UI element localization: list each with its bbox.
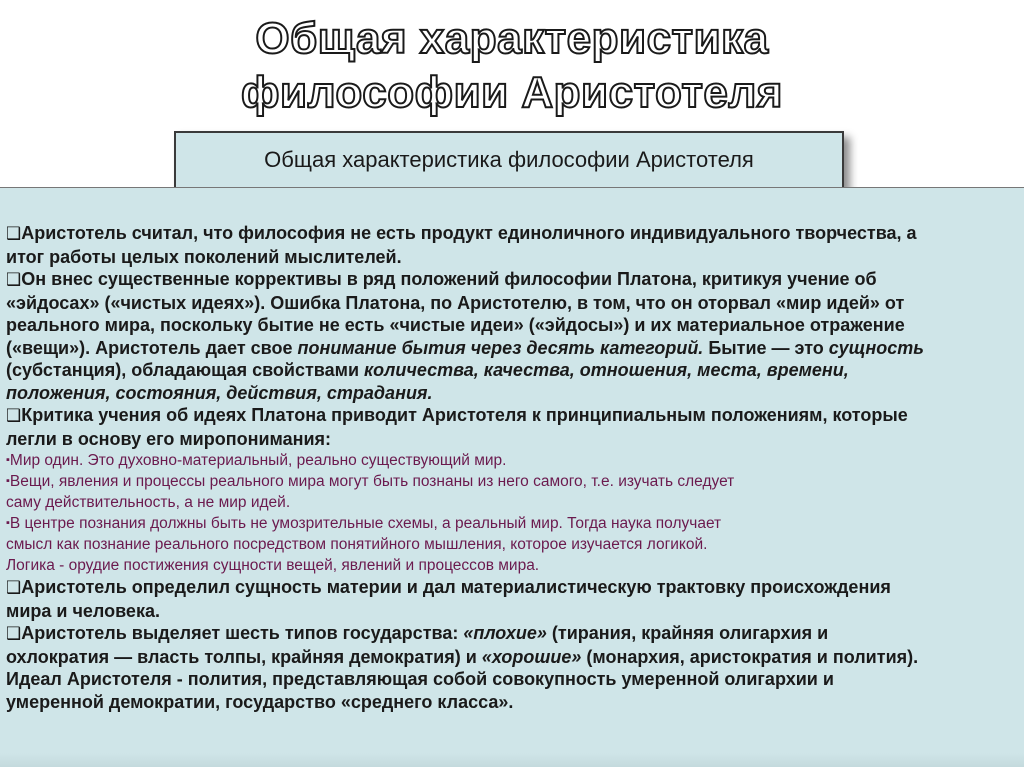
- bad-states-word: «плохие»: [463, 623, 547, 643]
- title-line-1: Общая характеристика: [255, 14, 769, 63]
- p4-line-1: Аристотель определил сущность материи и дал материалистическую трактовку происхождения: [21, 577, 891, 597]
- sub-item-1: ▪Мир один. Это духовно-материальный, реально существующий мир.: [6, 452, 507, 469]
- p1-line-1: Аристотель считал, что философия не есть продукт единоличного индивидуального творчества, а: [21, 223, 917, 243]
- content-box: [0, 187, 1024, 767]
- p2-properties-list: количества, качества, отношения, места, времени,: [364, 360, 849, 380]
- p2-line-6: положения, состояния, действия, страдания.: [6, 382, 433, 403]
- paragraph-5: ❑Аристотель выделяет шесть типов государства: «плохие» (тирания, крайняя олигархия и охлократия — власть толпы, крайняя демократия) и «хорошие» (монархия, аристократия и полития). Идеал Аристотеля - полития, представляющая собой совокупность умеренной олигархии и умеренной демократии, государство «среднего класса».: [6, 622, 1018, 713]
- sub-item-3: ▪В центре познания должны быть не умозрительные схемы, а реальный мир. Тогда наука получает: [6, 515, 722, 532]
- small-bullet-icon: ▪: [6, 475, 10, 487]
- p4-line-2: мира и человека.: [6, 600, 160, 621]
- square-bullet-icon: ❑: [6, 270, 22, 289]
- small-bullet-icon: ▪: [6, 454, 10, 466]
- p5-line-4: умеренной демократии, государство «среднего класса».: [6, 691, 514, 712]
- paragraph-1: [6, 222, 1018, 268]
- sub-item-2-cont: саму действительность, а не мир идей.: [6, 494, 291, 511]
- p2-essence-word: сущность: [828, 337, 924, 358]
- paragraph-4: [6, 576, 1018, 622]
- p3-line-1: Критика учения об идеях Платона приводит Аристотеля к принципиальным положениям, которые: [21, 405, 908, 425]
- p5-line-3: Идеал Аристотеля - полития, представляющая собой совокупность умеренной олигархии и: [6, 669, 834, 689]
- p1-line-2: итог работы целых поколений мыслителей.: [6, 246, 402, 267]
- p2-line-5: (субстанция), обладающая свойствами количества, качества, отношения, места, времени,: [6, 360, 849, 380]
- small-bullet-icon: ▪: [6, 517, 10, 529]
- sub-item-2: ▪Вещи, явления и процессы реального мира могут быть познаны из него самого, т.е. изучать следует: [6, 473, 735, 490]
- title-line-2: философии Аристотеля: [241, 68, 783, 117]
- subtitle-box: [174, 131, 844, 189]
- good-states-word: «хорошие»: [481, 646, 582, 667]
- p2-line-3: реального мира, поскольку бытие не есть «чистые идеи» («эйдосы») и их материальное отражение: [6, 315, 905, 335]
- square-bullet-icon: ❑: [6, 224, 22, 243]
- p2-line-1: Он внес существенные коррективы в ряд положений философии Платона, критикуя учение об: [21, 269, 877, 289]
- slide-title: [0, 12, 1024, 120]
- square-bullet-icon: ❑: [6, 406, 22, 425]
- square-bullet-icon: ❑: [6, 624, 22, 643]
- square-bullet-icon: ❑: [6, 578, 22, 597]
- p5-line-2: охлократия — власть толпы, крайняя демократия) и «хорошие» (монархия, аристократия и полития).: [6, 646, 919, 667]
- sub-item-3-logic: Логика - орудие постижения сущности вещей, явлений и процессов мира.: [6, 557, 540, 574]
- p2-categories-phrase: понимание бытия через десять категорий.: [297, 337, 704, 358]
- paragraph-2: [6, 268, 1018, 404]
- p2-line-4: («вещи»). Аристотель дает свое понимание бытия через десять категорий. Бытие — это сущность: [6, 337, 924, 358]
- sub-item-3-cont: смысл как познание реального посредством понятийного мышления, которое изучается логикой.: [6, 536, 708, 553]
- sub-bullet-list: [6, 450, 1018, 576]
- p2-line-2: «эйдосах» («чистых идеях»). Ошибка Платона, по Аристотелю, в том, что он оторвал «мир идей» от: [6, 292, 905, 313]
- paragraph-3: [6, 404, 1018, 450]
- subtitle-text: Общая характеристика философии Аристотеля: [264, 147, 754, 172]
- p3-line-2: легли в основу его миропонимания:: [6, 428, 332, 449]
